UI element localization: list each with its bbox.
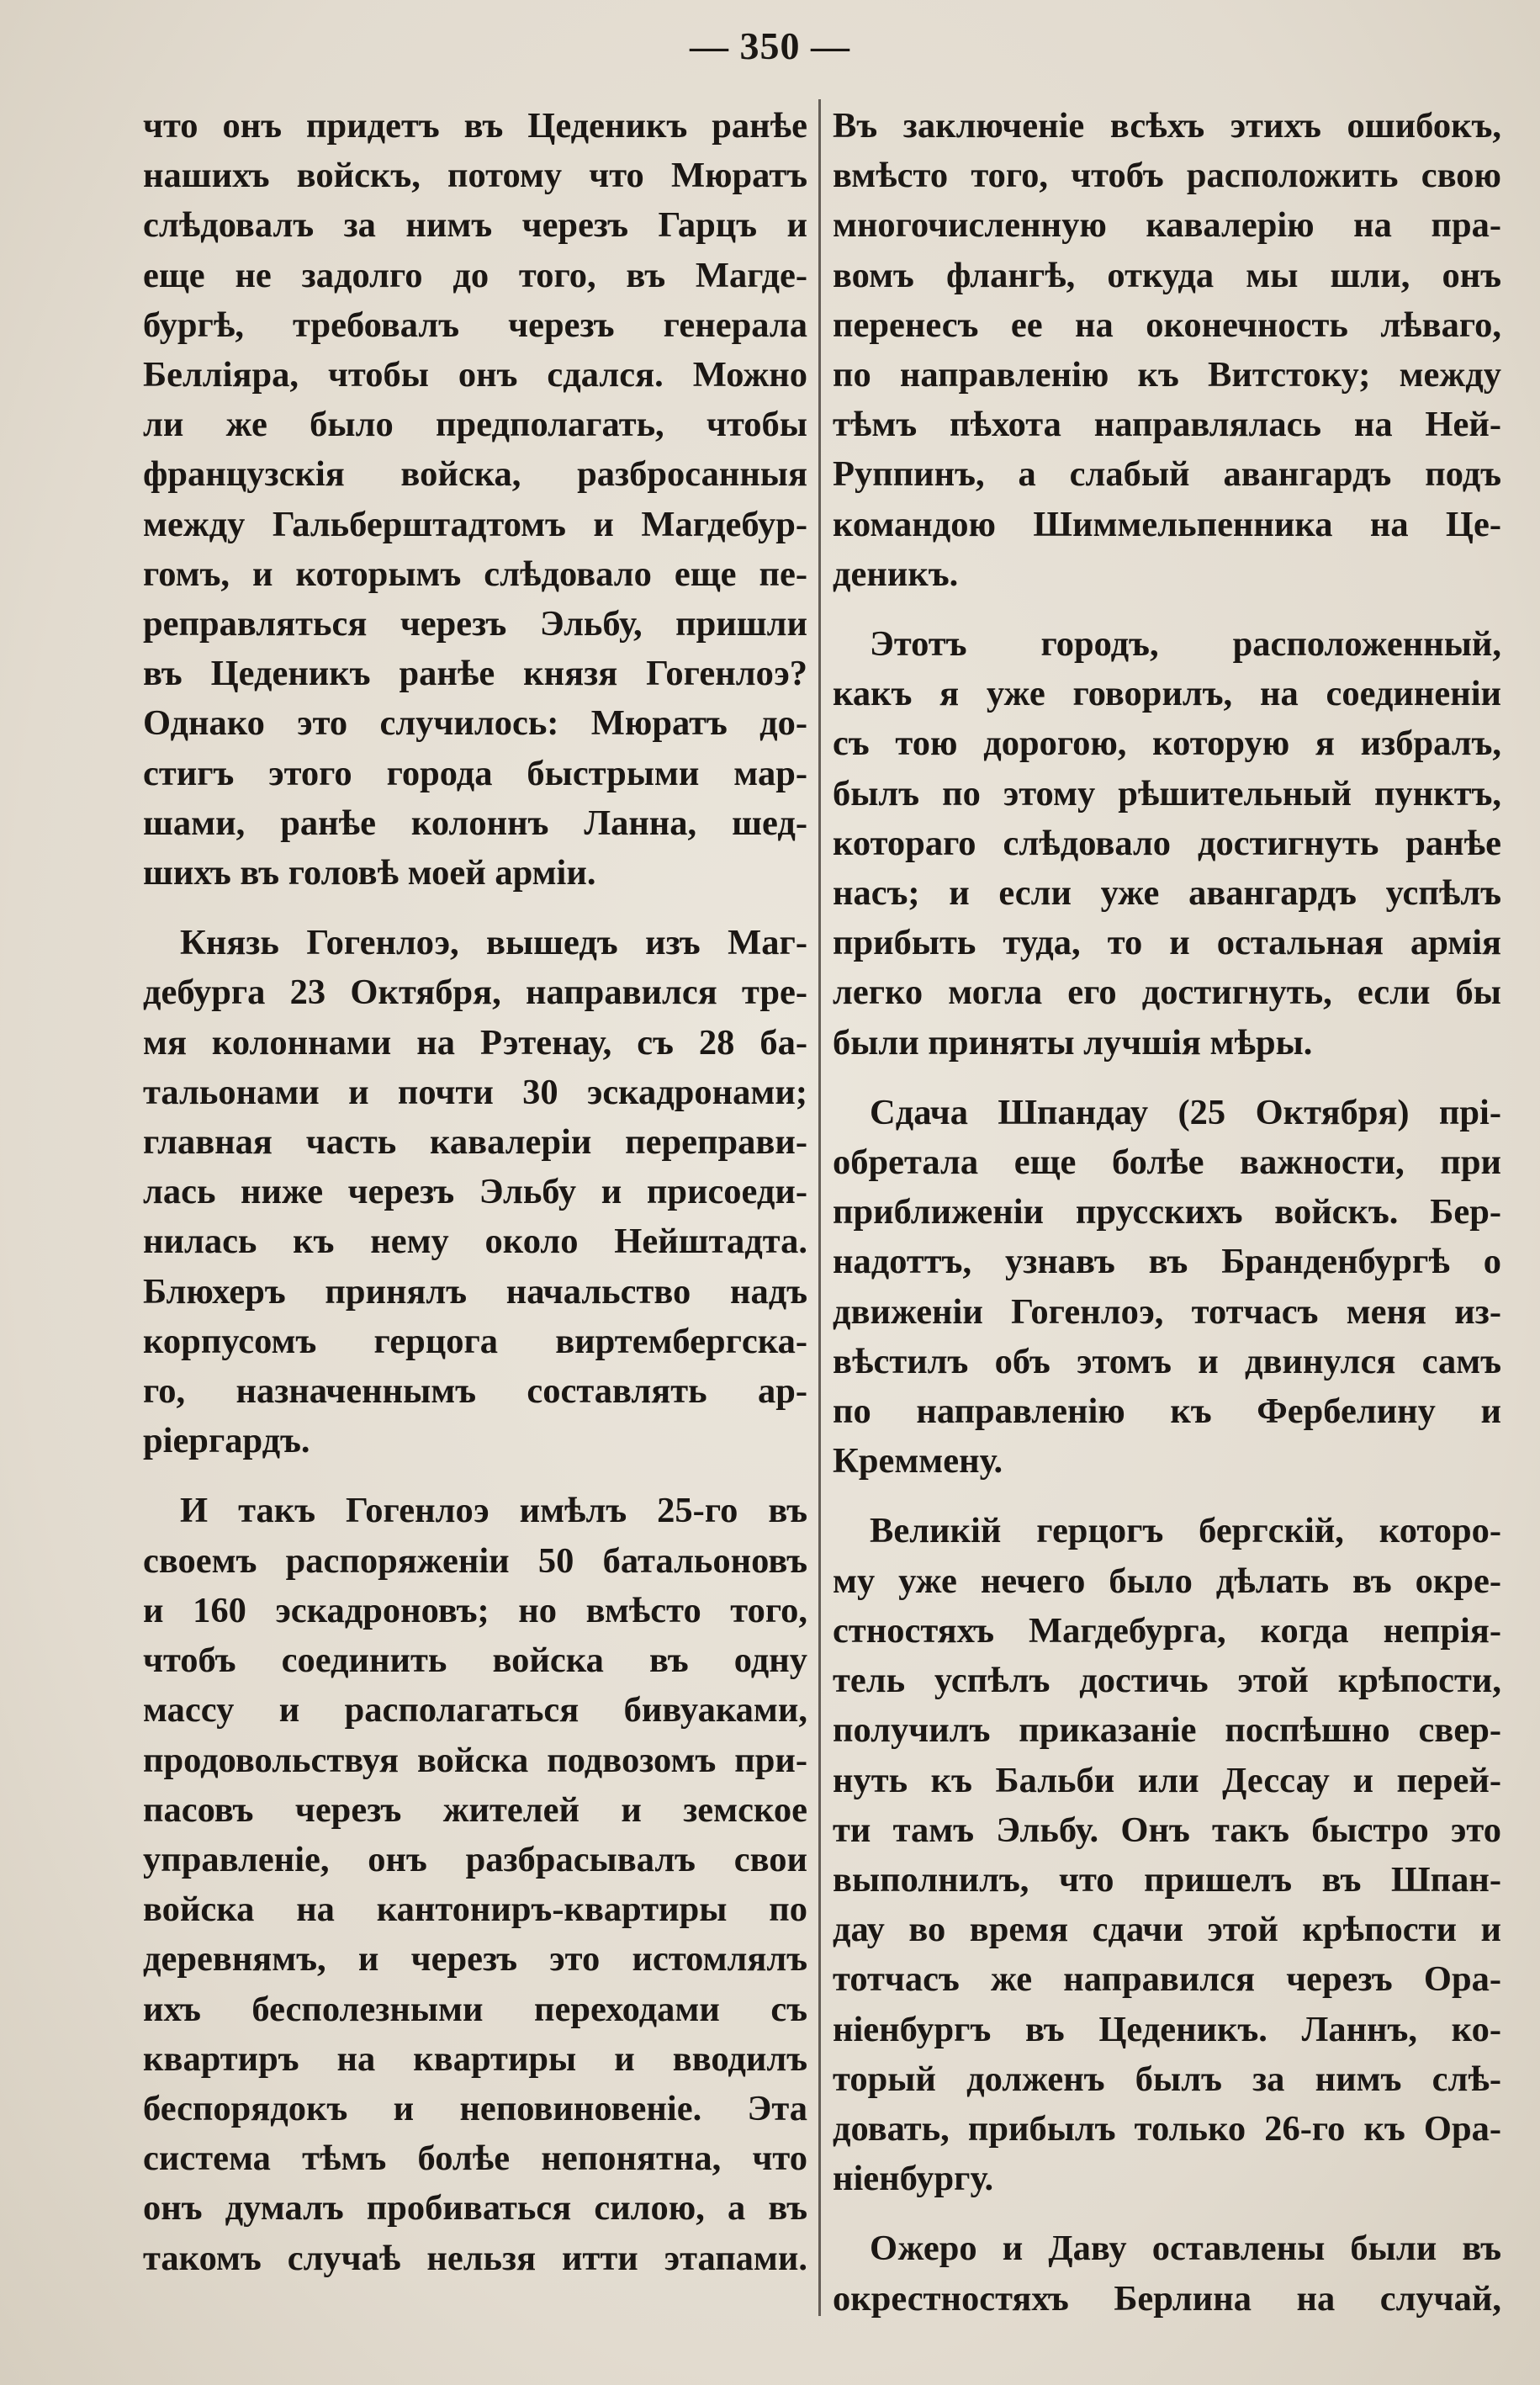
text-line: довать, прибылъ только 26-го къ Ора- xyxy=(833,2108,1501,2149)
text-line: беспорядокъ и неповиновеніе. Эта xyxy=(143,2088,807,2128)
text-line: деревнямъ, и черезъ это истомлялъ xyxy=(143,1939,807,1980)
text-line: ти тамъ Эльбу. Онъ такъ быстро это xyxy=(833,1810,1501,1850)
text-line: выполнилъ, что пришелъ въ Шпан- xyxy=(833,1859,1501,1900)
text-line: по направленію къ Витстоку; между xyxy=(833,355,1501,395)
text-line: ріергардъ. xyxy=(143,1421,310,1461)
text-line: котораго слѣдовало достигнуть ранѣе xyxy=(833,823,1501,863)
text-line: дебурга 23 Октября, направился тре- xyxy=(143,973,807,1013)
text-line: какъ я уже говорилъ, на соединеніи xyxy=(833,674,1501,714)
text-line: прибыть туда, то и остальная армія xyxy=(833,923,1501,963)
text-line: тѣмъ пѣхота направлялась на Ней- xyxy=(833,405,1501,445)
text-line: обретала еще болѣе важности, при xyxy=(833,1142,1501,1183)
text-line: своемъ распоряженіи 50 батальоновъ xyxy=(143,1540,807,1581)
text-line: торый долженъ былъ за нимъ слѣ- xyxy=(833,2059,1501,2099)
text-line: легко могла его достигнуть, если бы xyxy=(833,973,1501,1013)
text-line: окрестностяхъ Берлина на случай, xyxy=(833,2278,1501,2319)
text-line: гомъ, и которымъ слѣдовало еще пе- xyxy=(143,554,807,594)
text-line: нашихъ войскъ, потому что Мюратъ xyxy=(143,156,807,196)
text-line: съ тою дорогою, которую я избралъ, xyxy=(833,723,1501,764)
text-line: между Гальберштадтомъ и Магдебур- xyxy=(143,504,807,544)
paragraph-gap xyxy=(143,898,807,918)
text-line: Князь Гогенлоэ, вышедъ изъ Маг- xyxy=(180,923,807,963)
text-line: многочисленную кавалерію на пра- xyxy=(833,205,1501,246)
text-line: дау во время сдачи этой крѣпости и xyxy=(833,1910,1501,1950)
text-line: реправляться черезъ Эльбу, пришли xyxy=(143,604,807,644)
text-line: шихъ въ головѣ моей арміи. xyxy=(143,853,596,893)
page-number: — 350 — xyxy=(690,24,850,67)
paragraph xyxy=(833,101,1501,599)
text-line: квартиръ на квартиры и вводилъ xyxy=(143,2038,807,2079)
text-line: мя колоннами на Рэтенау, съ 28 ба- xyxy=(143,1022,807,1063)
text-line: тель успѣлъ достичь этой крѣпости, xyxy=(833,1661,1501,1701)
text-line: ніенбургъ въ Цеденикъ. Ланнъ, ко- xyxy=(833,2009,1501,2049)
text-line: ніенбургу. xyxy=(833,2159,994,2199)
text-line: му уже нечего было дѣлать въ окре- xyxy=(833,1561,1501,1601)
text-line: онъ думалъ пробиваться силою, а въ xyxy=(143,2188,807,2229)
text-line: система тѣмъ болѣе непонятна, что xyxy=(143,2139,807,2179)
column-divider xyxy=(818,99,821,2316)
text-line: еще не задолго до того, въ Магде- xyxy=(143,255,807,295)
text-line: И такъ Гогенлоэ имѣлъ 25-го въ xyxy=(180,1491,807,1531)
text-line: Этотъ городъ, расположенный, xyxy=(870,624,1501,665)
text-line: такомъ случаѣ нельзя итти этапами. xyxy=(143,2238,807,2278)
paragraph-gap xyxy=(833,1486,1501,1506)
text-line: были приняты лучшія мѣры. xyxy=(833,1022,1313,1063)
text-line: деникъ. xyxy=(833,554,959,594)
text-line: Въ заключеніе всѣхъ этихъ ошибокъ, xyxy=(833,106,1501,146)
text-line: продовольствуя войска подвозомъ при- xyxy=(143,1740,807,1780)
text-line: войска на кантониръ-квартиры по xyxy=(143,1889,807,1930)
paragraph-gap xyxy=(143,1465,807,1486)
text-line: Креммену. xyxy=(833,1441,1003,1481)
text-line: массу и располагаться бивуаками, xyxy=(143,1690,807,1730)
text-line: надоттъ, узнавъ въ Бранденбургѣ о xyxy=(833,1242,1501,1282)
text-line: ли же было предполагать, чтобы xyxy=(143,405,807,445)
paragraph xyxy=(833,1506,1501,2203)
paragraph-gap xyxy=(833,599,1501,619)
text-line: бургѣ, требовалъ черезъ генерала xyxy=(143,305,807,345)
text-line: былъ по этому рѣшительный пунктъ, xyxy=(833,773,1501,814)
text-line: вмѣсто того, чтобъ расположить свою xyxy=(833,156,1501,196)
text-line: движеніи Гогенлоэ, тотчасъ меня из- xyxy=(833,1291,1501,1332)
text-line: корпусомъ герцога виртембергска- xyxy=(143,1321,807,1361)
text-line: командою Шиммельпенника на Це- xyxy=(833,504,1501,544)
paragraph xyxy=(833,2223,1501,2323)
text-line: Ожеро и Даву оставлены были въ xyxy=(870,2229,1501,2269)
text-line: что онъ придетъ въ Цеденикъ ранѣе xyxy=(143,106,807,146)
text-line: тальонами и почти 30 эскадронами; xyxy=(143,1072,807,1112)
text-line: Руппинъ, а слабый авангардъ подъ xyxy=(833,454,1501,495)
text-line: управленіе, онъ разбрасывалъ свои xyxy=(143,1839,807,1879)
paragraph xyxy=(833,1088,1501,1487)
text-line: перенесъ ее на оконечность лѣваго, xyxy=(833,305,1501,345)
text-line: Белліяра, чтобы онъ сдался. Можно xyxy=(143,355,807,395)
paragraph-gap xyxy=(833,1068,1501,1088)
text-line: нилась къ нему около Нейштадта. xyxy=(143,1222,807,1262)
text-line: получилъ приказаніе поспѣшно свер- xyxy=(833,1710,1501,1751)
text-line: Однако это случилось: Мюратъ до- xyxy=(143,703,807,744)
paragraph xyxy=(143,1486,807,2282)
text-line: насъ; и если уже авангардъ успѣлъ xyxy=(833,873,1501,914)
paragraph xyxy=(143,101,807,898)
text-line: вѣстилъ объ этомъ и двинулся самъ xyxy=(833,1341,1501,1381)
text-line: приближеніи прусскихъ войскъ. Бер- xyxy=(833,1192,1501,1232)
text-line: по направленію къ Фербелину и xyxy=(833,1391,1501,1432)
text-line: чтобъ соединить войска въ одну xyxy=(143,1640,807,1681)
paragraph xyxy=(143,918,807,1465)
text-line: французскія войска, разбросанныя xyxy=(143,454,807,495)
text-line: и 160 эскадроновъ; но вмѣсто того, xyxy=(143,1590,807,1630)
text-line: нуть къ Бальби или Дессау и перей- xyxy=(833,1760,1501,1800)
paragraph xyxy=(833,619,1501,1068)
text-line: пасовъ черезъ жителей и земское xyxy=(143,1789,807,1830)
text-line: вомъ флангѣ, откуда мы шли, онъ xyxy=(833,255,1501,295)
right-column xyxy=(833,101,1501,2324)
text-line: въ Цеденикъ ранѣе князя Гогенлоэ? xyxy=(143,654,807,694)
paragraph-gap xyxy=(833,2203,1501,2223)
text-line: стностяхъ Магдебурга, когда непрія- xyxy=(833,1610,1501,1651)
text-line: лась ниже черезъ Эльбу и присоеди- xyxy=(143,1172,807,1212)
text-line: Великій герцогъ бергскій, которо- xyxy=(870,1511,1501,1551)
text-line: стигъ этого города быстрыми мар- xyxy=(143,753,807,793)
left-column xyxy=(143,101,807,2283)
text-line: шами, ранѣе колоннъ Ланна, шед- xyxy=(143,803,807,843)
text-line: тотчасъ же направился черезъ Ора- xyxy=(833,1959,1501,2000)
text-line: Сдача Шпандау (25 Октября) прі- xyxy=(870,1092,1501,1132)
text-line: главная часть кавалеріи переправи- xyxy=(143,1122,807,1163)
text-line: го, назначеннымъ составлять ар- xyxy=(143,1371,807,1412)
text-line: Блюхеръ принялъ начальство надъ xyxy=(143,1271,807,1312)
text-line: ихъ бесполезными переходами съ xyxy=(143,1989,807,2029)
text-line: слѣдовалъ за нимъ черезъ Гарцъ и xyxy=(143,205,807,246)
